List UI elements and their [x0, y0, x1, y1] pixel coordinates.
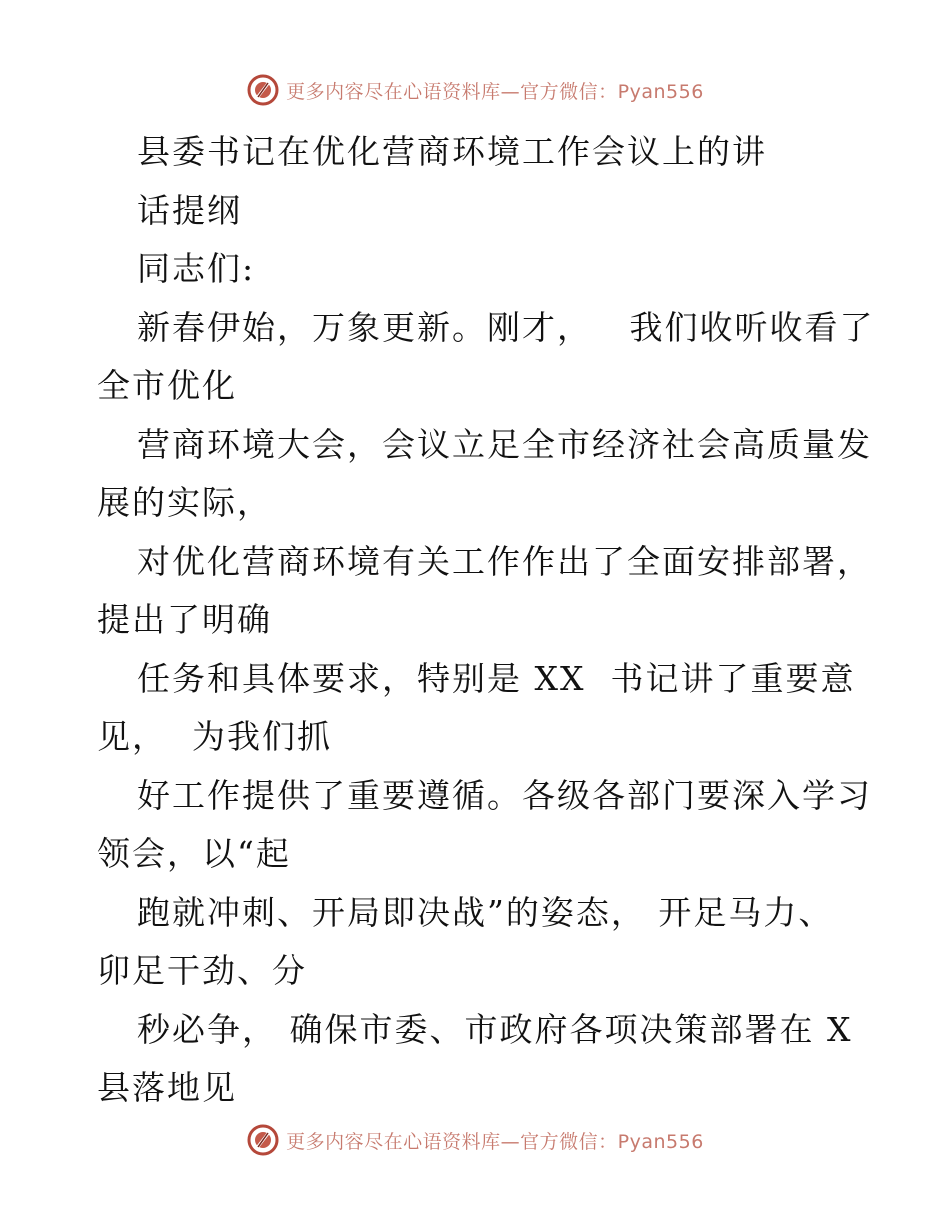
header-watermark: [0, 70, 950, 110]
text-line: 话提纲: [137, 190, 242, 230]
text-line: 领会，以“起: [97, 834, 291, 873]
text-line: 县委书记在优化营商环境工作会议上的讲: [137, 132, 767, 171]
text-line: 提出了明确: [97, 600, 272, 639]
text-line: 全市优化: [97, 366, 237, 405]
logo-icon: [246, 73, 280, 107]
text-line: 好工作提供了重要遵循。各级各部门要深入学习: [137, 775, 872, 815]
text-line: 营商环境大会，会议立足全市经济社会高质量发: [137, 424, 872, 464]
text-line: 新春伊始，万象更新。刚才， 我们收听收看了: [137, 307, 875, 347]
watermark-text: 更多内容尽在心语资料库—官方微信：Pyan556: [286, 1130, 704, 1153]
watermark-text: 更多内容尽在心语资料库—官方微信：Pyan556: [286, 80, 704, 103]
text-line: 县落地见: [97, 1068, 237, 1107]
text-line: 展的实际，: [97, 483, 272, 522]
document-body: [97, 123, 875, 1118]
text-line: 任务和具体要求，特别是 XX 书记讲了重要意: [137, 658, 856, 698]
text-line: 秒必争， 确保市委、市政府各项决策部署在 X: [137, 1009, 853, 1049]
footer-watermark: [0, 1120, 950, 1160]
text-line: 见， 为我们抓: [97, 717, 332, 756]
text-line: 跑就冲刺、开局即决战”的姿态， 开足马力、: [137, 892, 834, 932]
text-line: 卯足干劲、分: [97, 951, 307, 990]
text-line: 同志们:: [137, 249, 256, 288]
text-line: 对优化营商环境有关工作作出了全面安排部署，: [137, 541, 872, 581]
logo-icon: [246, 1123, 280, 1157]
